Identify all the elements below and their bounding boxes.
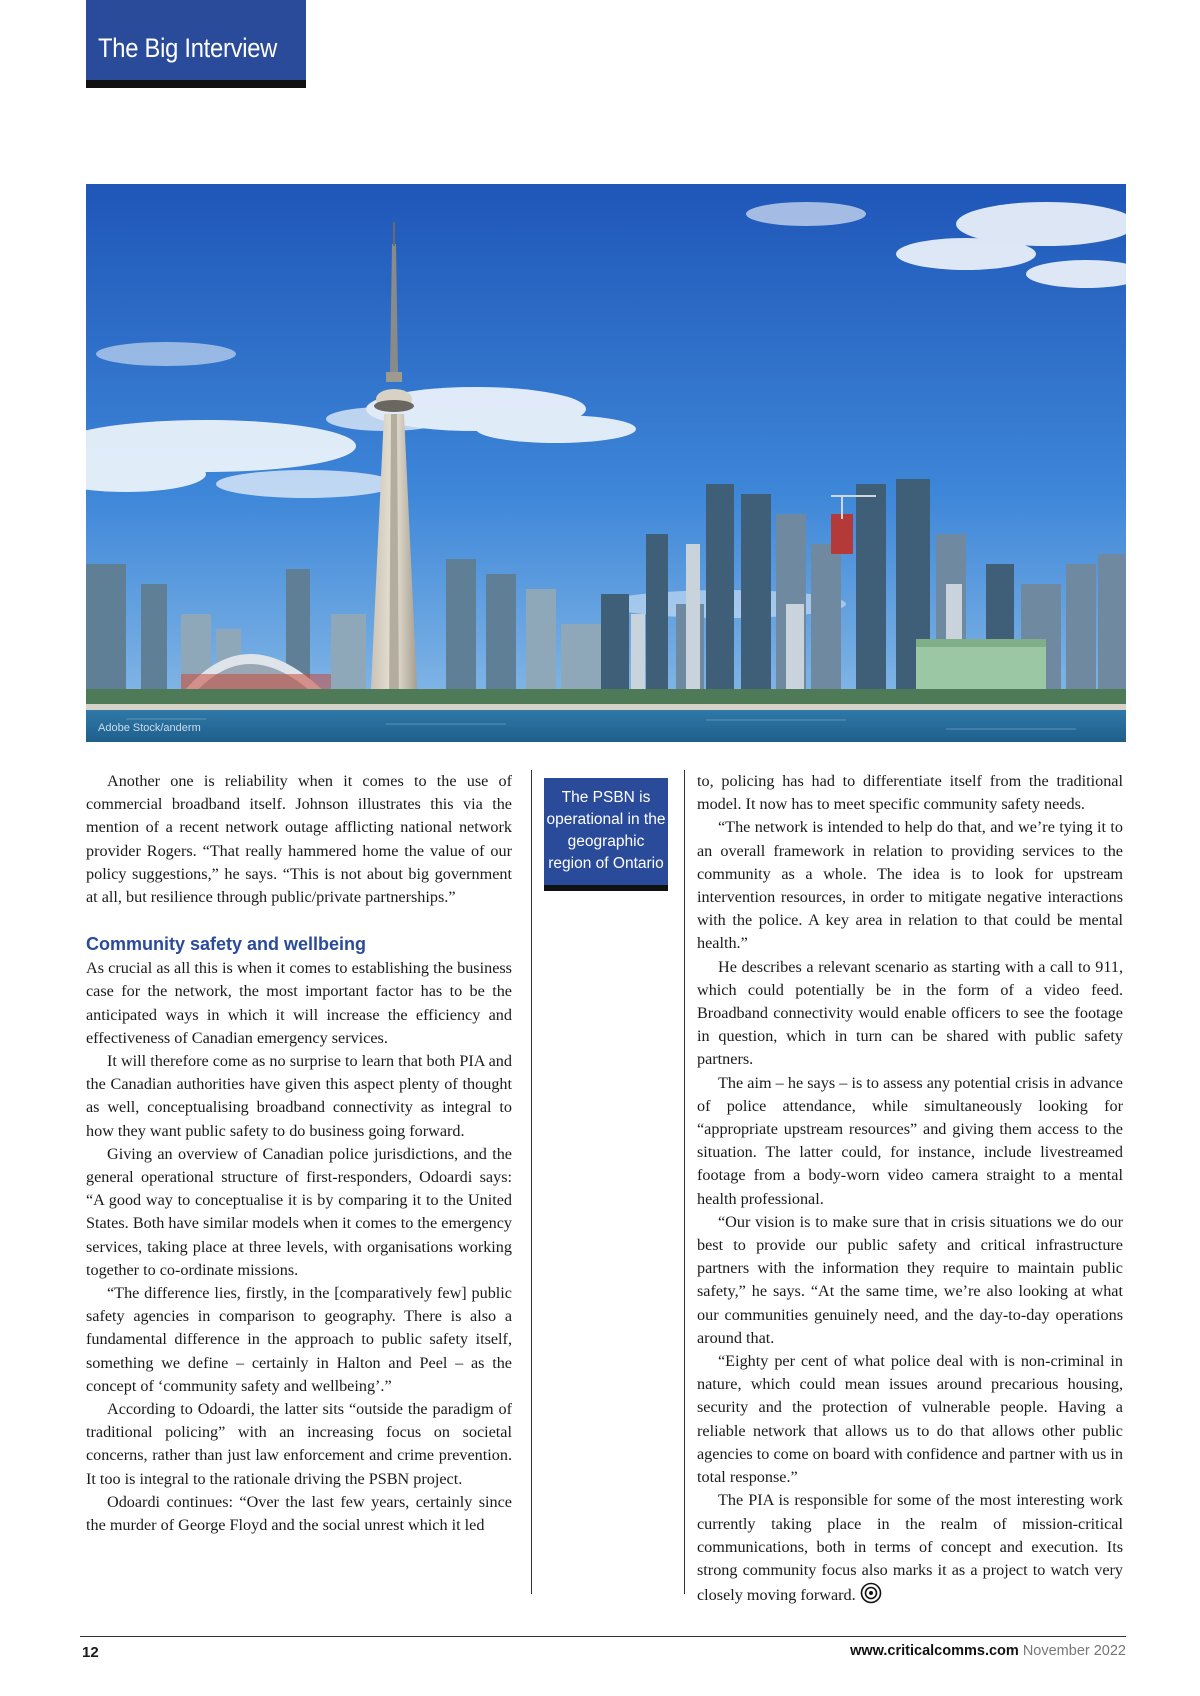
left-column [86, 770, 512, 1537]
footer-website: www.criticalcomms.com [850, 1643, 1019, 1659]
body-paragraph: It will therefore come as no surprise to learn that both PIA and the Canadian authorities have given this aspect plenty of thought as well, conceptualising broadband connectivity as integral to how they want public safety to do business going forward. [86, 1052, 512, 1140]
toronto-skyline-photo [86, 184, 1126, 742]
column-divider-left [531, 770, 532, 1594]
body-paragraph: to, policing has had to differentiate itself from the traditional model. It now has to meet specific community safety needs. [697, 772, 1123, 814]
right-column [697, 770, 1123, 1607]
section-label-tab [86, 0, 306, 88]
body-paragraph: According to Odoardi, the latter sits “outside the paradigm of traditional policing” with an increasing focus on societal concerns, rather than just law enforcement and crime prevention. It too is integral to the rationale driving the PSBN project. [86, 1400, 512, 1488]
photo-credit: Adobe Stock/anderm [98, 722, 201, 734]
column-divider-right [684, 770, 685, 1594]
footer-date: November 2022 [1022, 1643, 1126, 1659]
body-paragraph: Odoardi continues: “Over the last few years, certainly since the murder of George Floyd and the social unrest which it led [86, 1492, 512, 1535]
pull-quote: The PSBN is operational in the geographic region of Ontario [544, 778, 668, 891]
body-paragraph: As crucial as all this is when it comes to establishing the business case for the network, the most important factor has to be the anticipated ways in which it will increase the efficiency and effectiveness of Canadian emergency services. [86, 959, 512, 1047]
footer-rule [80, 1636, 1126, 1637]
section-heading: Community safety and wellbeing [86, 934, 367, 955]
section-label: The Big Interview [98, 33, 278, 63]
body-paragraph: The aim – he says – is to assess any potential crisis in advance of police attendance, while simultaneously looking for “appropriate upstream resources” and giving them access to the situation. The latter could, for instance, include livestreamed footage from a body-worn video camera straight to a mental health professional. [697, 1073, 1123, 1208]
body-paragraph: He describes a relevant scenario as starting with a call to 911, which could potentially be in the form of a video feed. Broadband connectivity would enable officers to see the footage in question, which in turn can be shared with public safety partners. [697, 957, 1123, 1069]
body-paragraph: “The difference lies, firstly, in the [comparatively few] public safety agencies in comparison to geography. There is also a fundamental difference in the approach to public safety itself, something we define – certainly in Halton and Peel – as the concept of ‘community safety and wellbeing’.” [86, 1284, 512, 1395]
body-paragraph: “Eighty per cent of what police deal with is non-criminal in nature, which could mean issues around precarious housing, security and the protection of vulnerable people. Having a reliable network that allows us to do that allows other public agencies to come on board with confidence and partner with us in total response.” [697, 1352, 1123, 1487]
body-paragraph [697, 1489, 1123, 1607]
page-number: 12 [82, 1644, 99, 1661]
skyline-illustration [86, 184, 1126, 742]
body-paragraph: “Our vision is to make sure that in crisis situations we do our best to provide our public safety and critical infrastructure partners with the information they require to maintain public safety,” he says. “At the same time, we’re also looking at what our communities genuinely need, and the day-to-day operations around that. [697, 1212, 1123, 1347]
body-paragraph: Another one is reliability when it comes to the use of commercial broadband itself. Johnson illustrates this via the mention of a recent network outage afflicting national network provider Rogers. “That really hammered home the value of our policy suggestions,” he says. “This is not about big government at all, but resilience through public/private partnerships.” [86, 772, 512, 907]
end-of-article-icon [860, 1582, 882, 1604]
final-paragraph-text: The PIA is responsible for some of the most interesting work currently taking place in the realm of mission-critical communications, both in terms of concept and execution. Its strong community focus also marks it as a project to watch very closely moving forward. [697, 1491, 1123, 1605]
body-paragraph: “The network is intended to help do that, and we’re tying it to an overall framework in relation to providing services to the community as a whole. The idea is to look for upstream intervention resources, in order to mitigate negative interactions with the police. A key area in relation to that could be mental health.” [697, 818, 1123, 953]
body-paragraph: Giving an overview of Canadian police jurisdictions, and the general operational structure of first-responders, Odoardi says: “A good way to conceptualise it is by comparing it to the United States. Both have similar models when it comes to the emergency services, taking place at three levels, with organisations working together to co-ordinate missions. [86, 1144, 512, 1279]
footer-publication [850, 1643, 1126, 1659]
